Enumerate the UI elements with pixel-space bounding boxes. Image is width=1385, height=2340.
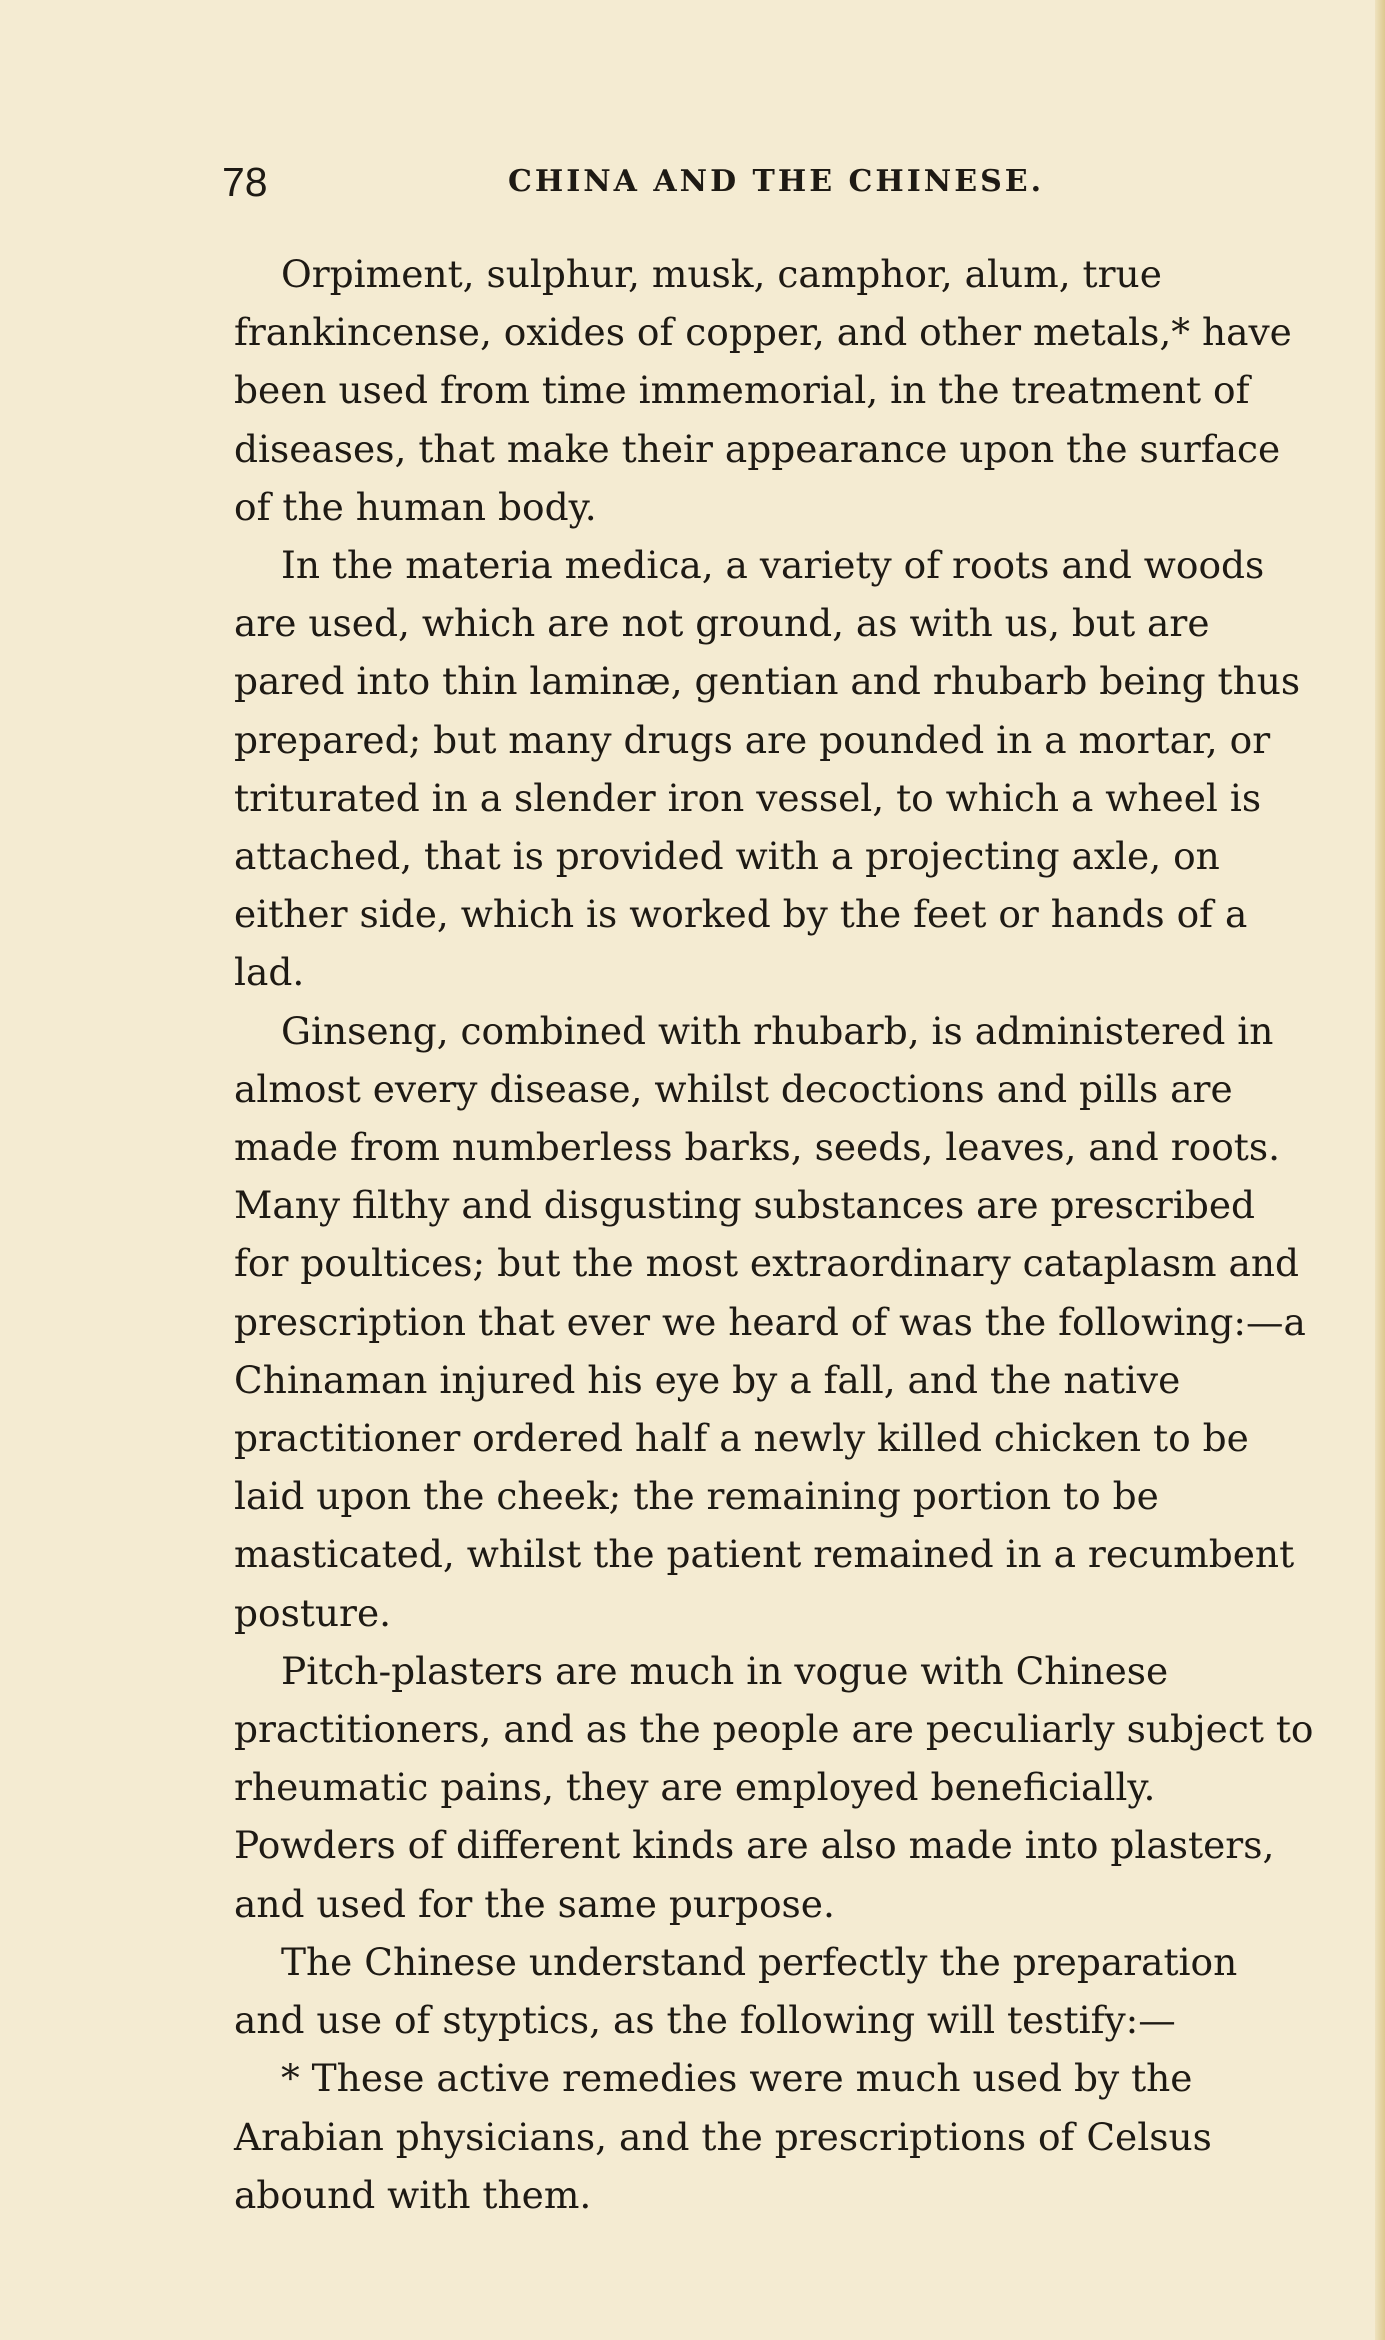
page-edge — [1375, 0, 1385, 2340]
paragraph-5: The Chinese understand perfectly the preparation and use of styptics, as the following will testify:— — [234, 1939, 1238, 2043]
paragraph-1: Orpiment, sulphur, musk, camphor, alum, true frankincense, oxides of copper, and other metals,* have been used from time immemorial, in the treatment of diseases, that make their appearance upon the surface of the human body. — [234, 252, 1292, 529]
footnote: * These active remedies were much used by the Arabian physicians, and the prescriptions of Celsus abound with them. — [234, 2056, 1212, 2217]
running-title: CHINA AND THE CHINESE. — [508, 164, 1045, 199]
page-body — [234, 245, 1316, 2224]
page-number: 78 — [222, 159, 268, 205]
page-header — [222, 150, 1234, 214]
paragraph-4: Pitch-plasters are much in vogue with Chinese practitioners, and as the people are peculiarly subject to rheumatic pains, they are employed beneficially. Powders of different kinds are also made into plasters, and used for the same purpose. — [234, 1648, 1314, 1926]
paragraph-3: Ginseng, combined with rhubarb, is administered in almost every disease, whilst decoctions and pills are made from numberless barks, seeds, leaves, and roots. Many filthy and disgusting substances are prescribed for poultices; but the most extraordinary cataplasm and prescription that ever we heard of was the following:—a Chinaman injured his eye by a fall, and the native practitioner ordered half a newly killed chicken to be laid upon the cheek; the remaining portion to be masticated, whilst the patient remained in a recumbent posture. — [234, 1008, 1306, 1635]
paragraph-2: In the materia medica, a variety of roots and woods are used, which are not ground, as with us, but are pared into thin laminæ, gentian and rhubarb being thus prepared; but many drugs are pounded in a mortar, or triturated in a slender iron vessel, to which a wheel is attached, that is provided with a projecting axle, on either side, which is worked by the feet or hands of a lad. — [234, 543, 1301, 995]
